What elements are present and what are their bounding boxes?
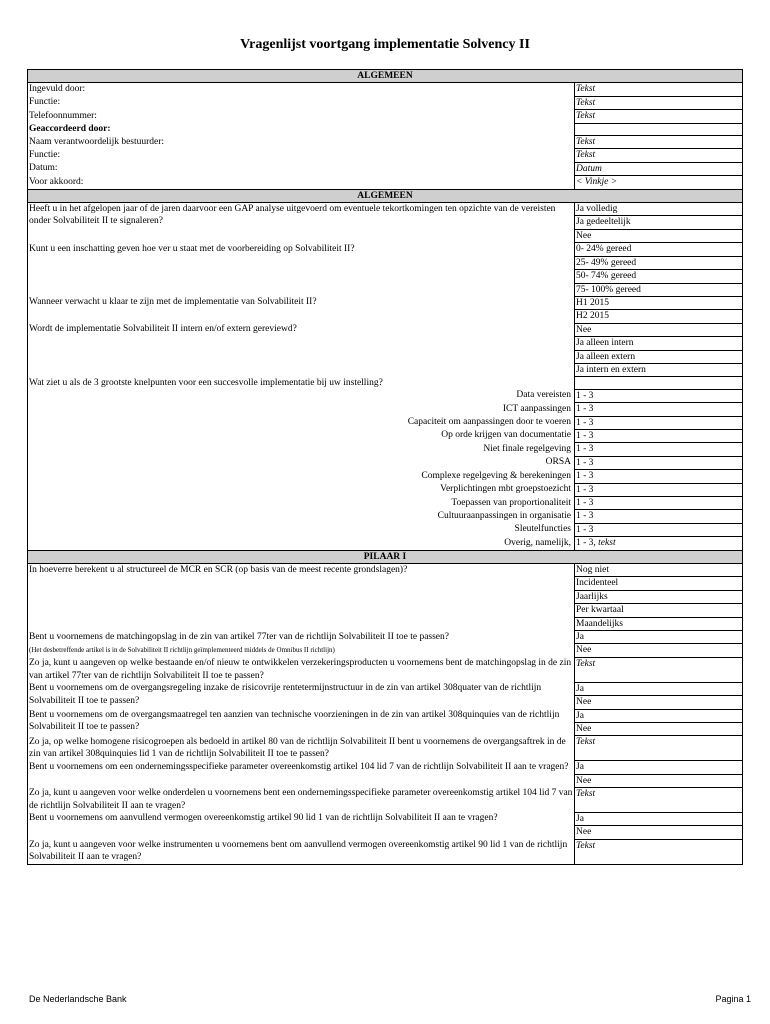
question-risicogroepen: Zo ja, op welke homogene risicogroepen als bedoeld in artikel 80 van de richtlijn Solvabiliteit II bent u voornemens de overgangsaftrek in de zin van artikel 308quinquies lid 1 van de richtlijn Solvabiliteit II toe te passen? — [28, 736, 575, 761]
question-ondernemingsspecifieke-parameter: Bent u voornemens om een ondernemingsspecifieke parameter overeenkomstig artikel 104 lid 7 van de richtlijn Solvabiliteit II aan te vragen? — [28, 761, 575, 788]
answer-field[interactable]: Tekst — [575, 839, 743, 864]
option[interactable]: Nog niet — [575, 564, 743, 577]
bottleneck-label: ORSA — [28, 456, 575, 469]
question-vermogen-instrumenten: Zo ja, kunt u aangeven voor welke instrumenten u voornemens bent om aanvullend vermogen overeenkomstig artikel 90 lid 1 van de richtlijn Solvabiliteit II aan te vragen? — [28, 839, 575, 864]
answer-field[interactable]: Tekst — [575, 96, 743, 109]
rank-field[interactable]: 1 - 3 — [575, 497, 743, 510]
field-label: Functie: — [28, 149, 575, 162]
other-text: tekst — [598, 538, 616, 549]
question-rentetermijnstructuur: Bent u voornemens om de overgangsregeling inzake de risicovrije rentetermijnstructuur in de zin van artikel 308quater van de richtlijn Solvabiliteit II toe te passen? — [28, 682, 575, 709]
option[interactable]: Ja — [575, 812, 743, 825]
rank-field[interactable]: 1 - 3 — [575, 456, 743, 469]
blank-cell — [575, 377, 743, 389]
option[interactable]: 75- 100% gereed — [575, 283, 743, 296]
rank-field[interactable]: 1 - 3 — [575, 470, 743, 483]
answer-field[interactable]: Tekst — [575, 149, 743, 162]
answer-field[interactable]: Tekst — [575, 83, 743, 96]
question-matching-products: Zo ja, kunt u aangeven op welke bestaande en/of nieuw te ontwikkelen verzekeringsproducten u voornemens bent de matchingopslag in de zin van artikel 77ter van de richtlijn Solvabiliteit II toe te passen? — [28, 657, 575, 682]
section-header-pilaar-1: PILAAR I — [28, 550, 743, 563]
option[interactable]: Ja alleen extern — [575, 350, 743, 363]
approval-checkbox[interactable]: < Vinkje > — [575, 176, 743, 189]
bottleneck-label: Complexe regelgeving & berekeningen — [28, 470, 575, 483]
option[interactable]: Ja gedeeltelijk — [575, 216, 743, 229]
date-field[interactable]: Datum — [575, 162, 743, 175]
question-parameter-onderdelen: Zo ja, kunt u aangeven voor welke onderdelen u voornemens bent een ondernemingsspecifieke parameter overeenkomstig artikel 104 lid 7 van de richtlijn Solvabiliteit II aan te vragen? — [28, 787, 575, 812]
option[interactable]: Jaarlijks — [575, 590, 743, 603]
question-technische-voorzieningen: Bent u voornemens om de overgangsmaatregel ten aanzien van technische voorzieningen in de zin van artikel 308quinquies van de richtlijn Solvabiliteit II toe te passen? — [28, 709, 575, 736]
option[interactable]: Per kwartaal — [575, 604, 743, 617]
bottleneck-label: Capaciteit om aanpassingen door te voeren — [28, 416, 575, 429]
option[interactable]: H2 2015 — [575, 310, 743, 323]
option[interactable]: Nee — [575, 722, 743, 735]
answer-field[interactable]: Tekst — [575, 110, 743, 123]
rank-field[interactable]: 1 - 3 — [575, 510, 743, 523]
rank-field[interactable]: 1 - 3 — [575, 443, 743, 456]
question-aanvullend-vermogen: Bent u voornemens om aanvullend vermogen overeenkomstig artikel 90 lid 1 van de richtlijn Solvabiliteit II aan te vragen? — [28, 812, 575, 839]
answer-field — [575, 123, 743, 135]
option[interactable]: Nee — [575, 696, 743, 709]
option[interactable]: Ja volledig — [575, 203, 743, 216]
question-mcr-scr: In hoeverre berekent u al structureel de MCR en SCR (op basis van de meest recente grondslagen)? — [28, 564, 575, 631]
rank-value: 1 - 3, — [576, 538, 596, 549]
rank-field[interactable]: 1 - 3 — [575, 429, 743, 442]
footer-page-number: Pagina 1 — [715, 994, 751, 1004]
option[interactable]: Ja — [575, 761, 743, 774]
option[interactable]: Nee — [575, 323, 743, 336]
bottleneck-label: Sleutelfuncties — [28, 523, 575, 536]
option[interactable]: Ja — [575, 631, 743, 644]
answer-field[interactable]: Tekst — [575, 136, 743, 149]
bottleneck-label: Toepassen van proportionaliteit — [28, 497, 575, 510]
bottleneck-label: ICT aanpassingen — [28, 403, 575, 416]
field-label: Functie: — [28, 96, 575, 109]
question-completion: Wanneer verwacht u klaar te zijn met de implementatie van Solvabiliteit II? — [28, 296, 575, 323]
question-note: (Het desbetreffende artikel is in de Solvabiliteit II richtlijn geïmplementeerd middels de Omnibus II richtlijn) — [28, 644, 575, 657]
document-title: Vragenlijst voortgang implementatie Solvency II — [240, 37, 530, 52]
rank-field[interactable]: 1 - 3 — [575, 483, 743, 496]
option[interactable]: H1 2015 — [575, 296, 743, 309]
field-label: Geaccordeerd door: — [28, 123, 575, 135]
option[interactable]: Incidenteel — [575, 577, 743, 590]
field-label: Telefoonnummer: — [28, 110, 575, 123]
answer-field[interactable]: Tekst — [575, 787, 743, 812]
questionnaire-table — [27, 69, 743, 865]
bottleneck-label: Cultuuraanpassingen in organisatie — [28, 510, 575, 523]
option[interactable]: Ja alleen intern — [575, 337, 743, 350]
bottleneck-label: Overig, namelijk, — [28, 537, 575, 550]
option[interactable]: Nee — [575, 774, 743, 787]
question-review: Wordt de implementatie Solvabiliteit II intern en/of extern gereviewd? — [28, 323, 575, 377]
bottleneck-label: Verplichtingen mbt groepstoezicht — [28, 483, 575, 496]
bottleneck-label: Niet finale regelgeving — [28, 443, 575, 456]
answer-field[interactable]: Tekst — [575, 736, 743, 761]
rank-field[interactable]: 1 - 3 — [575, 403, 743, 416]
option[interactable]: Nee — [575, 826, 743, 839]
section-header-algemeen: ALGEMEEN — [28, 70, 743, 83]
option[interactable]: 0- 24% gereed — [575, 243, 743, 256]
field-label: Naam verantwoordelijk bestuurder: — [28, 136, 575, 149]
rank-field-other[interactable] — [575, 537, 743, 550]
field-label: Voor akkoord: — [28, 176, 575, 189]
option[interactable]: Ja — [575, 682, 743, 695]
option[interactable]: Nee — [575, 229, 743, 242]
field-label: Ingevuld door: — [28, 83, 575, 96]
bottleneck-label: Data vereisten — [28, 389, 575, 402]
option[interactable]: 25- 49% gereed — [575, 256, 743, 269]
footer-organisation: De Nederlandsche Bank — [29, 994, 127, 1004]
field-label: Datum: — [28, 162, 575, 175]
option[interactable]: 50- 74% gereed — [575, 270, 743, 283]
question-gap-analysis: Heeft u in het afgelopen jaar of de jaren daarvoor een GAP analyse uitgevoerd om eventuele tekortkomingen ten opzichte van de vereisten onder Solvabiliteit II te signaleren? — [28, 203, 575, 243]
option[interactable]: Ja — [575, 709, 743, 722]
option[interactable]: Maandelijks — [575, 617, 743, 630]
section-header-algemeen-2: ALGEMEEN — [28, 189, 743, 202]
question-bottlenecks: Wat ziet u als de 3 grootste knelpunten voor een succesvolle implementatie bij uw instelling? — [28, 377, 575, 389]
bottleneck-label: Op orde krijgen van documentatie — [28, 429, 575, 442]
question-matchingopslag: Bent u voornemens de matchingopslag in de zin van artikel 77ter van de richtlijn Solvabiliteit II toe te passen? — [28, 631, 575, 644]
question-readiness: Kunt u een inschatting geven hoe ver u staat met de voorbereiding op Solvabiliteit II? — [28, 243, 575, 297]
rank-field[interactable]: 1 - 3 — [575, 389, 743, 402]
rank-field[interactable]: 1 - 3 — [575, 416, 743, 429]
option[interactable]: Nee — [575, 644, 743, 657]
option[interactable]: Ja intern en extern — [575, 363, 743, 376]
answer-field[interactable]: Tekst — [575, 657, 743, 682]
rank-field[interactable]: 1 - 3 — [575, 523, 743, 536]
